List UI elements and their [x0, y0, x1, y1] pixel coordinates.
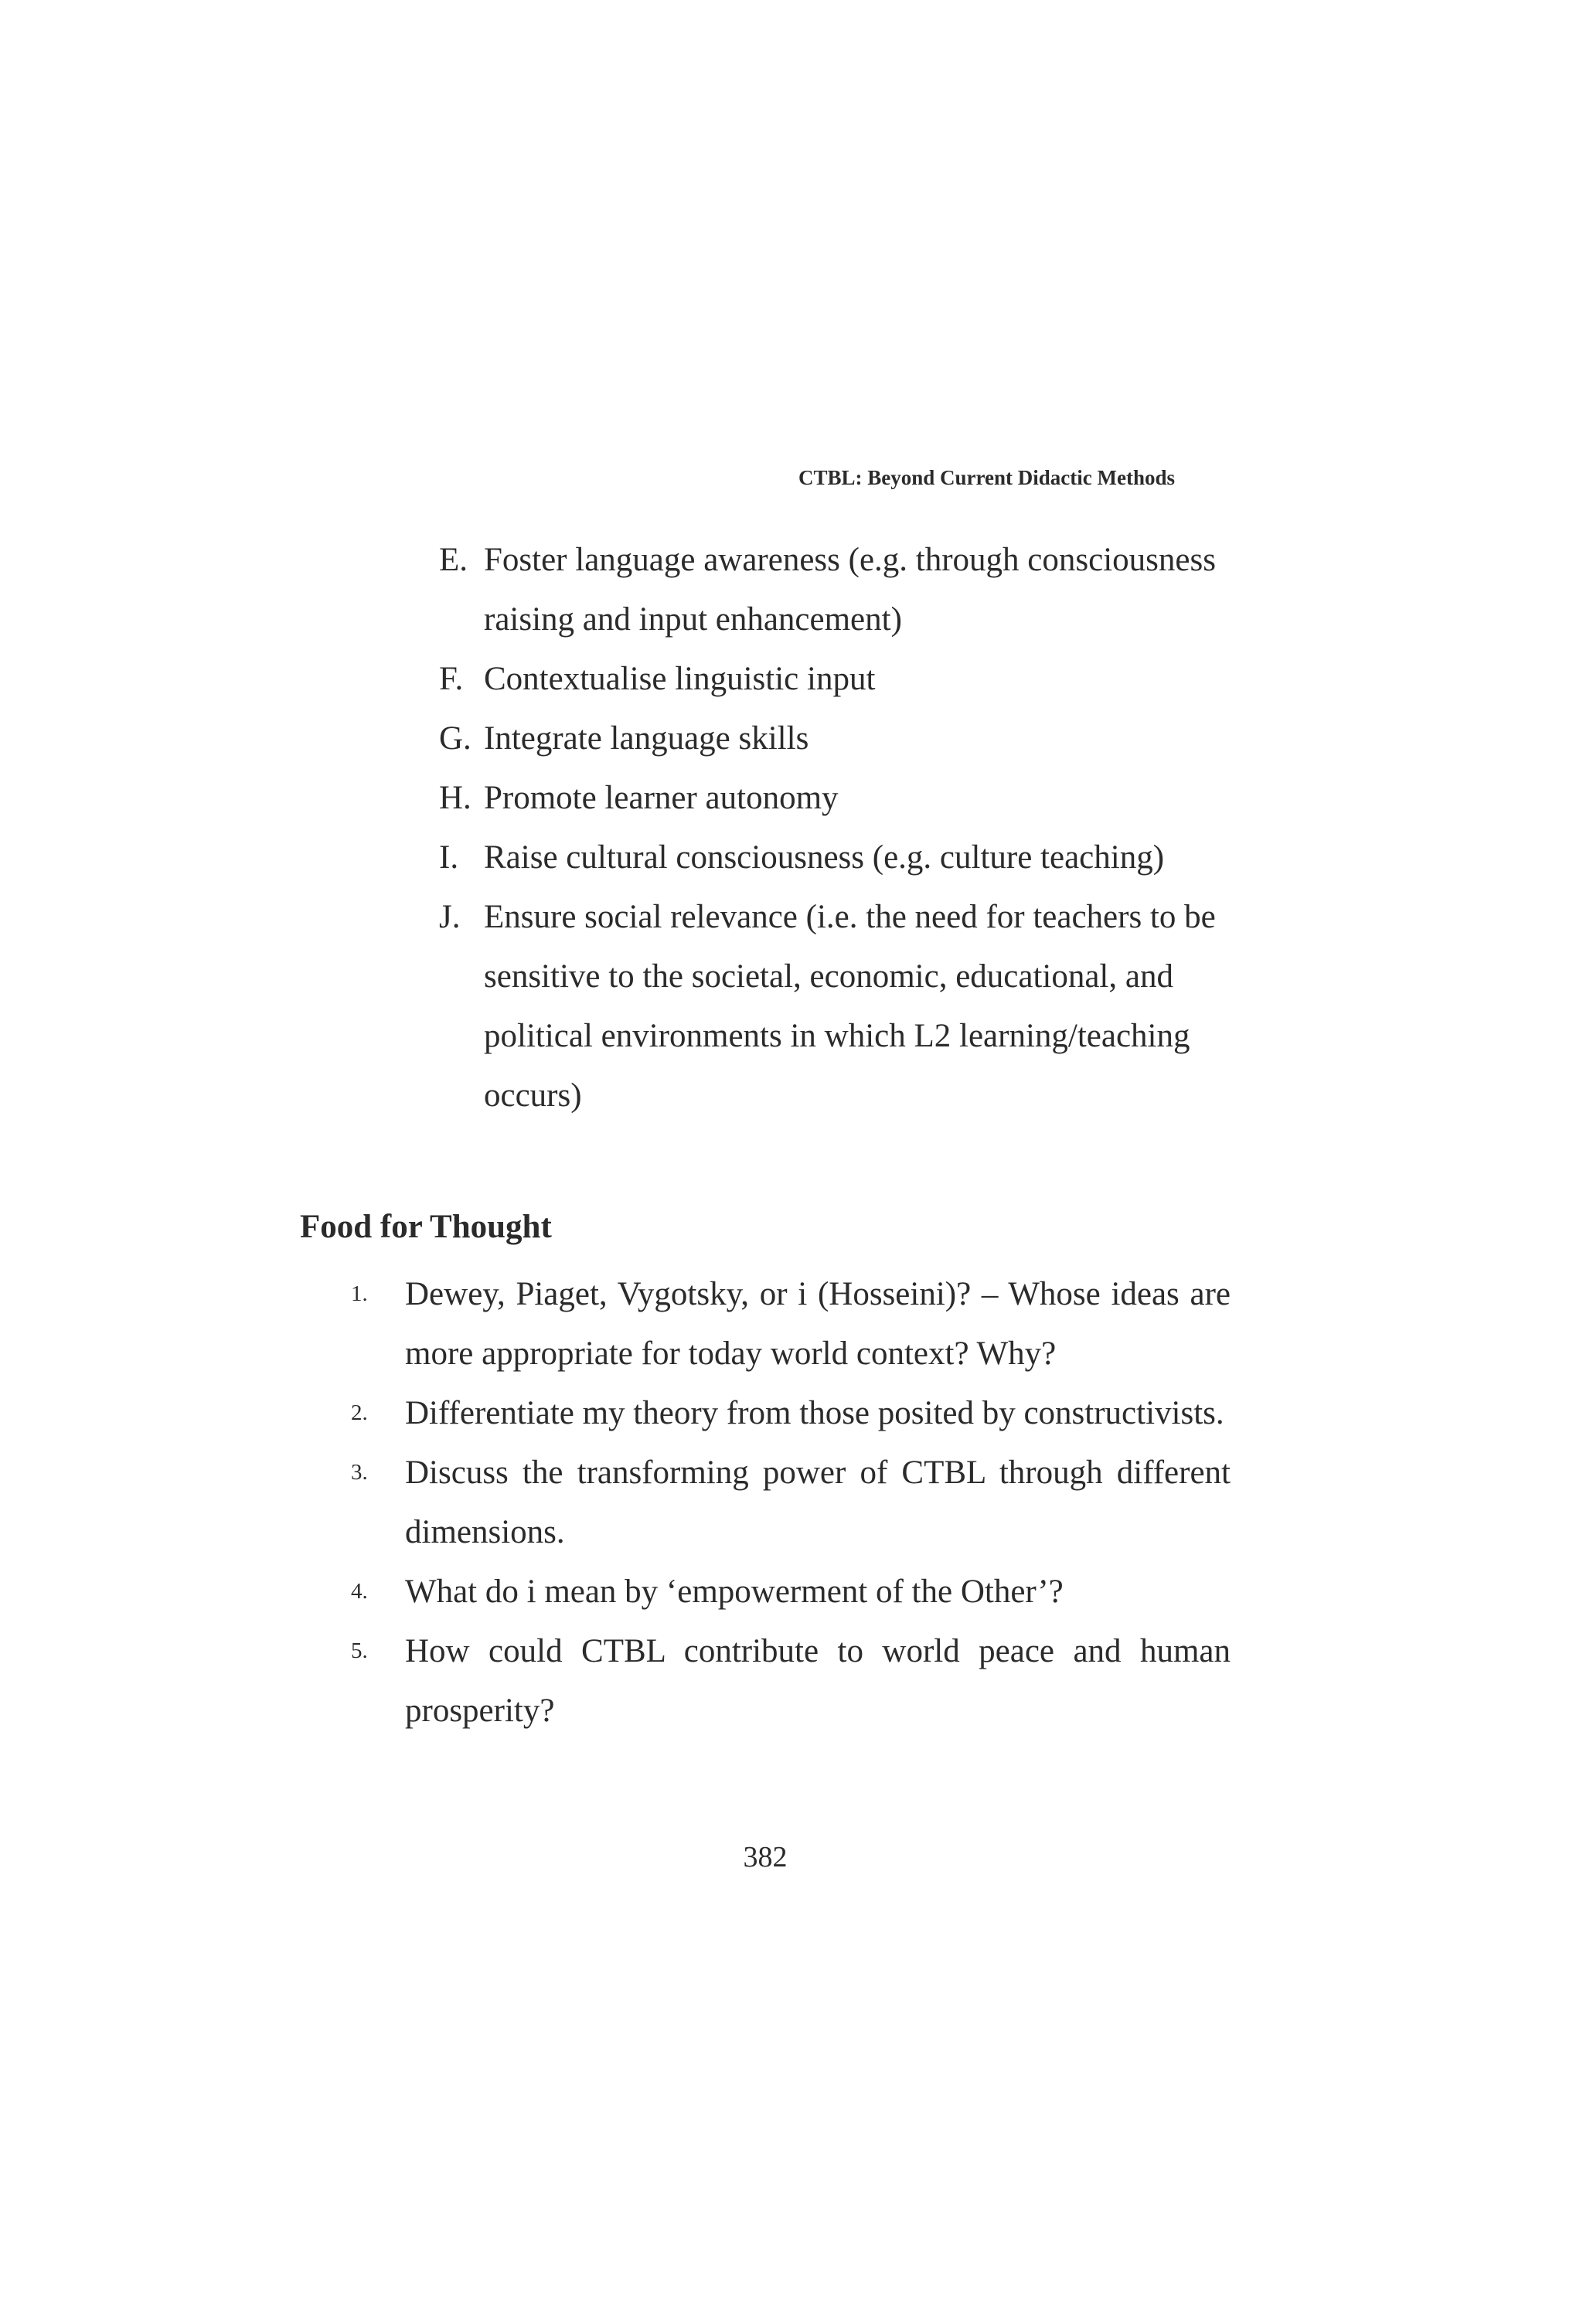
criteria-letter: F.: [439, 661, 464, 697]
criteria-list: [439, 530, 1258, 1125]
question-text: Discuss the transforming power of CTBL through different dimensions.: [405, 1455, 1231, 1550]
question-item: [340, 1443, 1231, 1562]
question-text: Differentiate my theory from those posited by constructivists.: [405, 1395, 1224, 1431]
criteria-letter: I.: [439, 839, 459, 876]
question-item: [340, 1264, 1231, 1383]
question-item: [340, 1383, 1231, 1443]
questions-list: [340, 1264, 1231, 1740]
question-text: Dewey, Piaget, Vygotsky, or i (Hosseini)? – Whose ideas are more appropriate for today world context? Why?: [405, 1276, 1231, 1372]
criteria-letter: E.: [439, 542, 468, 578]
criteria-item-j: [439, 887, 1258, 1125]
question-number: 5.: [351, 1638, 368, 1663]
criteria-item-f: [439, 649, 1258, 709]
question-text: How could CTBL contribute to world peace and human prosperity?: [405, 1633, 1231, 1729]
section-heading: Food for Thought: [300, 1209, 552, 1245]
question-number: 2.: [351, 1400, 368, 1425]
question-number: 1.: [351, 1281, 368, 1306]
criteria-letter: H.: [439, 780, 471, 816]
criteria-text: Raise cultural consciousness (e.g. culture teaching): [484, 839, 1165, 876]
criteria-item-i: [439, 828, 1258, 887]
criteria-text: Integrate language skills: [484, 720, 809, 757]
criteria-text: Contextualise linguistic input: [484, 661, 876, 697]
running-head: CTBL: Beyond Current Didactic Methods: [798, 466, 1175, 489]
criteria-item-e: [439, 530, 1258, 649]
criteria-item-g: [439, 709, 1258, 768]
question-item: [340, 1562, 1231, 1621]
criteria-letter: J.: [439, 899, 461, 935]
criteria-item-h: [439, 768, 1258, 828]
criteria-letter: G.: [439, 720, 471, 757]
question-text: What do i mean by ‘empowerment of the Other’?: [405, 1574, 1064, 1610]
question-number: 3.: [351, 1460, 368, 1485]
question-number: 4.: [351, 1579, 368, 1604]
page-number: 382: [743, 1841, 788, 1873]
criteria-text: Foster language awareness (e.g. through consciousness raising and input enhancement): [484, 542, 1216, 638]
question-item: [340, 1621, 1231, 1740]
criteria-text: Promote learner autonomy: [484, 780, 839, 816]
criteria-text: Ensure social relevance (i.e. the need for teachers to be sensitive to the societal, economic, educational, and political environments in which L2 learning/teaching occurs): [484, 899, 1216, 1114]
